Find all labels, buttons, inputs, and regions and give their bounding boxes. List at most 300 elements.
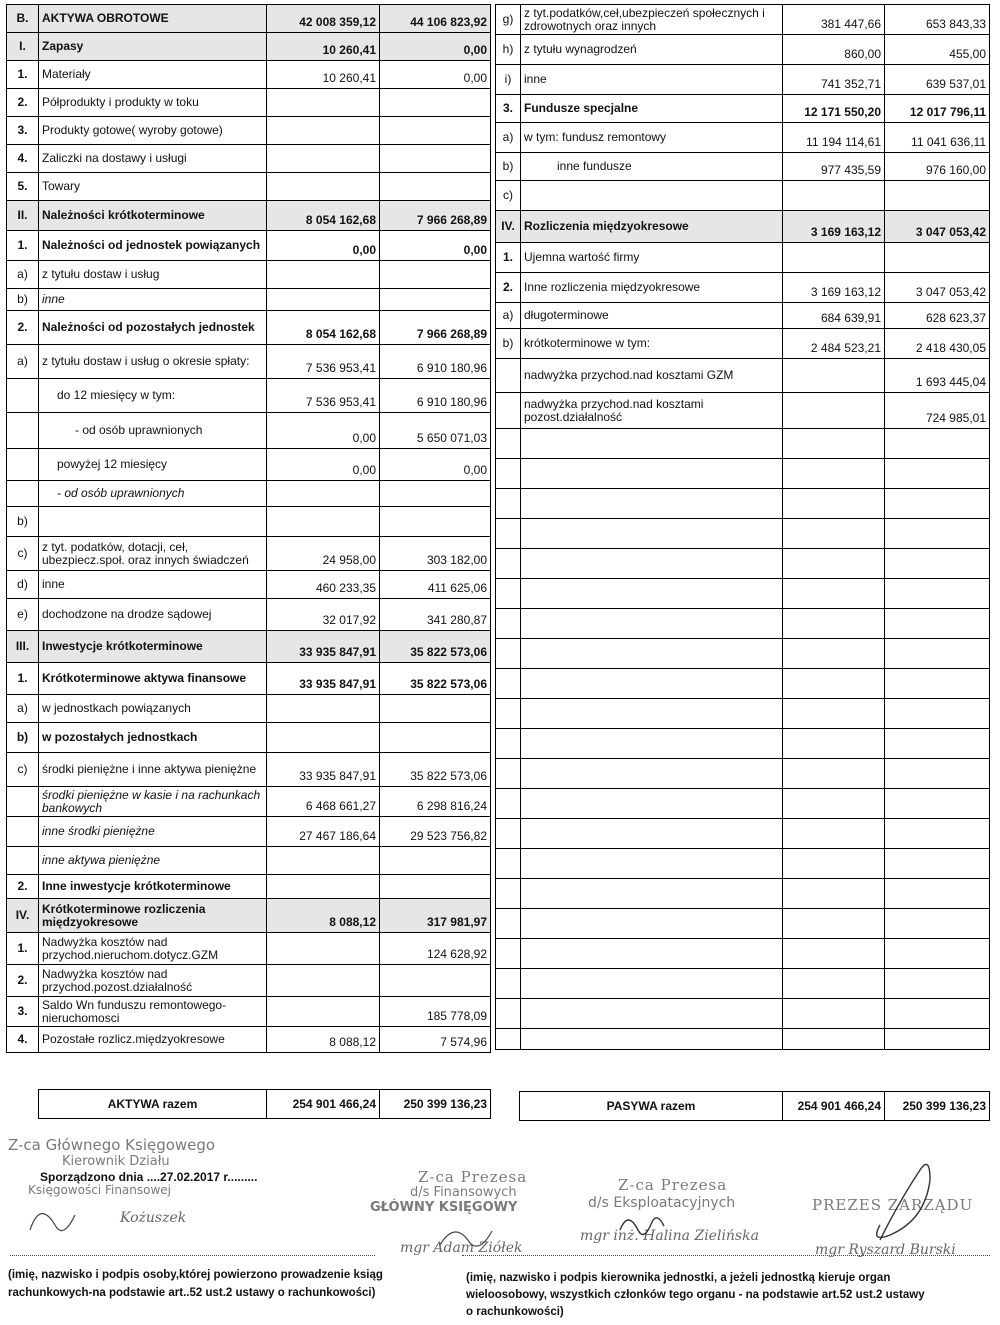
assets-row-current bbox=[267, 965, 380, 997]
liabilities-row-description bbox=[521, 459, 783, 489]
assets-row-description: Towary bbox=[39, 173, 267, 201]
assets-row-previous bbox=[380, 481, 491, 507]
liabilities-row-label bbox=[496, 969, 521, 999]
assets-row-label: e) bbox=[7, 599, 39, 631]
liabilities-row bbox=[496, 181, 990, 211]
assets-row-current bbox=[267, 997, 380, 1027]
assets-row bbox=[7, 231, 491, 261]
liabilities-row-current bbox=[783, 879, 885, 909]
assets-row-current: 24 958,00 bbox=[267, 537, 380, 571]
liabilities-row bbox=[496, 359, 990, 393]
assets-row-previous: 6 298 816,24 bbox=[380, 787, 491, 817]
liabilities-row-label bbox=[496, 909, 521, 939]
assets-row-previous: 185 778,09 bbox=[380, 997, 491, 1027]
assets-row-label: c) bbox=[7, 537, 39, 571]
assets-row bbox=[7, 481, 491, 507]
liabilities-row-label bbox=[496, 519, 521, 549]
liabilities-row-current bbox=[783, 243, 885, 273]
liabilities-row bbox=[496, 429, 990, 459]
assets-row-description: - od osób uprawnionych bbox=[39, 481, 267, 507]
liabilities-row bbox=[496, 1029, 990, 1050]
assets-row-current: 8 088,12 bbox=[267, 899, 380, 933]
assets-row-description: Zapasy bbox=[39, 33, 267, 61]
liabilities-row-description bbox=[521, 849, 783, 879]
liabilities-row-description: długoterminowe bbox=[521, 303, 783, 329]
liabilities-row bbox=[496, 519, 990, 549]
liabilities-row-current bbox=[783, 549, 885, 579]
liabilities-row-description: Fundusze specjalne bbox=[521, 95, 783, 123]
liabilities-row-current bbox=[783, 759, 885, 789]
assets-row-previous: 6 910 180,96 bbox=[380, 379, 491, 413]
liabilities-row bbox=[496, 639, 990, 669]
liabilities-row-previous bbox=[885, 429, 990, 459]
liabilities-row bbox=[496, 65, 990, 95]
assets-row-current: 32 017,92 bbox=[267, 599, 380, 631]
assets-row-label: d) bbox=[7, 571, 39, 599]
assets-row-previous bbox=[380, 89, 491, 117]
assets-row bbox=[7, 289, 491, 311]
liabilities-row-previous bbox=[885, 669, 990, 699]
assets-row-label: 3. bbox=[7, 117, 39, 145]
assets-row bbox=[7, 965, 491, 997]
assets-row bbox=[7, 117, 491, 145]
liabilities-row-description bbox=[521, 789, 783, 819]
liabilities-row bbox=[496, 699, 990, 729]
liabilities-row bbox=[496, 609, 990, 639]
assets-row bbox=[7, 261, 491, 289]
liabilities-row-previous bbox=[885, 699, 990, 729]
assets-row bbox=[7, 1027, 491, 1053]
assets-row-label: c) bbox=[7, 753, 39, 787]
liabilities-row-previous: 1 693 445,04 bbox=[885, 359, 990, 393]
liabilities-row bbox=[496, 95, 990, 123]
assets-row-previous: 5 650 071,03 bbox=[380, 413, 491, 449]
assets-row-previous: 35 822 573,06 bbox=[380, 663, 491, 695]
liabilities-row-label: 1. bbox=[496, 243, 521, 273]
liabilities-row-description bbox=[521, 609, 783, 639]
liabilities-row-previous: 3 047 053,42 bbox=[885, 273, 990, 303]
liabilities-row-previous bbox=[885, 909, 990, 939]
liabilities-row-current: 741 352,71 bbox=[783, 65, 885, 95]
assets-row-previous: 35 822 573,06 bbox=[380, 753, 491, 787]
liabilities-row-current bbox=[783, 969, 885, 999]
assets-row-label: a) bbox=[7, 261, 39, 289]
assets-row-description: w pozostałych jednostkach bbox=[39, 723, 267, 753]
liabilities-row-label bbox=[496, 1029, 521, 1050]
liabilities-row-previous bbox=[885, 639, 990, 669]
liabilities-row-previous bbox=[885, 243, 990, 273]
assets-row-description: do 12 miesięcy w tym: bbox=[39, 379, 267, 413]
assets-row bbox=[7, 537, 491, 571]
left-caption: (imię, nazwisko i podpis osoby,której powierzono prowadzenie ksiąg rachunkowych-na podstawie art..52 ust.2 ustawy o rachunkowości) bbox=[8, 1269, 383, 1299]
liabilities-row bbox=[496, 243, 990, 273]
assets-row-label: 2. bbox=[7, 311, 39, 345]
liabilities-row-label bbox=[496, 789, 521, 819]
assets-total-current: 254 901 466,24 bbox=[267, 1090, 380, 1119]
liabilities-row-previous bbox=[885, 819, 990, 849]
assets-row bbox=[7, 571, 491, 599]
liabilities-row-label: 3. bbox=[496, 95, 521, 123]
assets-row-label: 4. bbox=[7, 1027, 39, 1053]
assets-row-previous bbox=[380, 965, 491, 997]
liabilities-row bbox=[496, 669, 990, 699]
liabilities-row-description bbox=[521, 669, 783, 699]
assets-row bbox=[7, 507, 491, 537]
liabilities-row-current bbox=[783, 999, 885, 1029]
assets-row bbox=[7, 899, 491, 933]
assets-row-current: 33 935 847,91 bbox=[267, 753, 380, 787]
liabilities-row bbox=[496, 123, 990, 153]
liabilities-row-current bbox=[783, 669, 885, 699]
liabilities-row-label: IV. bbox=[496, 211, 521, 243]
assets-row-description: Nadwyżka kosztów nad przychod.nieruchom.dotycz.GZM bbox=[39, 933, 267, 965]
liabilities-row-current bbox=[783, 393, 885, 429]
assets-row-previous: 0,00 bbox=[380, 61, 491, 89]
liabilities-row-current bbox=[783, 699, 885, 729]
liabilities-row-previous bbox=[885, 1029, 990, 1050]
assets-row-current bbox=[267, 847, 380, 875]
department-head-stamp: Kierownik Działu bbox=[62, 1154, 170, 1169]
assets-row-label bbox=[7, 481, 39, 507]
liabilities-row-previous bbox=[885, 459, 990, 489]
assets-total-previous: 250 399 136,23 bbox=[380, 1090, 491, 1119]
assets-row-previous: 0,00 bbox=[380, 231, 491, 261]
liabilities-row-description: z tyt.podatków,ceł,ubezpieczeń społecznych i zdrowotnych oraz innych bbox=[521, 5, 783, 35]
liabilities-row-current bbox=[783, 359, 885, 393]
liabilities-row-previous bbox=[885, 579, 990, 609]
liabilities-row-label bbox=[496, 393, 521, 429]
assets-row bbox=[7, 631, 491, 663]
liabilities-row-current: 11 194 114,61 bbox=[783, 123, 885, 153]
liabilities-row-description bbox=[521, 759, 783, 789]
liabilities-row-current bbox=[783, 459, 885, 489]
liabilities-row-description: krótkoterminowe w tym: bbox=[521, 329, 783, 359]
liabilities-row-label: c) bbox=[496, 181, 521, 211]
assets-row-previous: 0,00 bbox=[380, 33, 491, 61]
liabilities-row-current: 3 169 163,12 bbox=[783, 273, 885, 303]
assets-row-previous bbox=[380, 507, 491, 537]
assets-row bbox=[7, 145, 491, 173]
liabilities-row bbox=[496, 35, 990, 65]
liabilities-row bbox=[496, 393, 990, 429]
liabilities-row-label bbox=[496, 729, 521, 759]
liabilities-row-previous bbox=[885, 549, 990, 579]
liabilities-row-description bbox=[521, 549, 783, 579]
assets-row-previous: 44 106 823,92 bbox=[380, 5, 491, 33]
assets-row-current: 6 468 661,27 bbox=[267, 787, 380, 817]
liabilities-row-label: 2. bbox=[496, 273, 521, 303]
assets-row-current: 0,00 bbox=[267, 231, 380, 261]
liabilities-row bbox=[496, 849, 990, 879]
liabilities-row-description: Rozliczenia międzyokresowe bbox=[521, 211, 783, 243]
liabilities-row-current bbox=[783, 429, 885, 459]
assets-row-current bbox=[267, 261, 380, 289]
assets-row-current bbox=[267, 89, 380, 117]
liabilities-row-previous bbox=[885, 729, 990, 759]
assets-total-table bbox=[38, 1089, 491, 1119]
assets-row-label bbox=[7, 449, 39, 481]
liabilities-row-label bbox=[496, 579, 521, 609]
liabilities-row-label: a) bbox=[496, 123, 521, 153]
liabilities-row-current: 684 639,91 bbox=[783, 303, 885, 329]
liabilities-row bbox=[496, 969, 990, 999]
liabilities-row-previous bbox=[885, 939, 990, 969]
assets-row-description: Inne inwestycje krótkoterminowe bbox=[39, 875, 267, 899]
liabilities-row-label bbox=[496, 489, 521, 519]
liabilities-row-label bbox=[496, 669, 521, 699]
liabilities-row-previous: 455,00 bbox=[885, 35, 990, 65]
assets-row-label: IV. bbox=[7, 899, 39, 933]
liabilities-row-previous: 653 843,33 bbox=[885, 5, 990, 35]
assets-row-previous bbox=[380, 145, 491, 173]
assets-row-description: Produkty gotowe( wyroby gotowe) bbox=[39, 117, 267, 145]
assets-row-label bbox=[7, 847, 39, 875]
liabilities-row-description: nadwyżka przychod.nad kosztami pozost.działalność bbox=[521, 393, 783, 429]
assets-row-label: 2. bbox=[7, 965, 39, 997]
assets-row-label bbox=[7, 817, 39, 847]
liabilities-total-previous: 250 399 136,23 bbox=[885, 1092, 990, 1121]
liabilities-row-label: b) bbox=[496, 329, 521, 359]
assets-row bbox=[7, 695, 491, 723]
liabilities-row-current bbox=[783, 519, 885, 549]
assets-row-previous: 7 966 268,89 bbox=[380, 201, 491, 231]
liabilities-row-current bbox=[783, 819, 885, 849]
liabilities-row bbox=[496, 759, 990, 789]
assets-row-label: II. bbox=[7, 201, 39, 231]
deputy-accountant-stamp: Z-ca Głównego Księgowego bbox=[8, 1136, 216, 1154]
assets-row-current: 7 536 953,41 bbox=[267, 345, 380, 379]
liabilities-row bbox=[496, 303, 990, 329]
handwritten-signatures bbox=[0, 1130, 1000, 1270]
assets-row-description: inne bbox=[39, 289, 267, 311]
assets-row-description: Należności od jednostek powiązanych bbox=[39, 231, 267, 261]
liabilities-row bbox=[496, 729, 990, 759]
assets-row-previous: 317 981,97 bbox=[380, 899, 491, 933]
assets-row-description: Półprodukty i produkty w toku bbox=[39, 89, 267, 117]
liabilities-row bbox=[496, 489, 990, 519]
assets-row-previous bbox=[380, 173, 491, 201]
liabilities-row-label bbox=[496, 849, 521, 879]
assets-row-description: środki pieniężne i inne aktywa pieniężne bbox=[39, 753, 267, 787]
assets-row-previous bbox=[380, 695, 491, 723]
assets-row-label: 1. bbox=[7, 61, 39, 89]
liabilities-row-description: inne bbox=[521, 65, 783, 95]
liabilities-row-label bbox=[496, 939, 521, 969]
assets-row bbox=[7, 61, 491, 89]
liabilities-row-description bbox=[521, 939, 783, 969]
assets-row-previous: 341 280,87 bbox=[380, 599, 491, 631]
liabilities-row-current: 12 171 550,20 bbox=[783, 95, 885, 123]
assets-row-previous bbox=[380, 847, 491, 875]
liabilities-row-current: 860,00 bbox=[783, 35, 885, 65]
assets-row-description: z tytułu dostaw i usług o okresie spłaty: bbox=[39, 345, 267, 379]
liabilities-row-label bbox=[496, 549, 521, 579]
liabilities-row-previous: 3 047 053,42 bbox=[885, 211, 990, 243]
assets-row bbox=[7, 663, 491, 695]
liabilities-row-previous bbox=[885, 969, 990, 999]
liabilities-row-previous: 976 160,00 bbox=[885, 153, 990, 181]
liabilities-row bbox=[496, 939, 990, 969]
assets-row-previous: 411 625,06 bbox=[380, 571, 491, 599]
assets-row-previous: 124 628,92 bbox=[380, 933, 491, 965]
liabilities-row-label: h) bbox=[496, 35, 521, 65]
assets-row bbox=[7, 449, 491, 481]
assets-row bbox=[7, 847, 491, 875]
prepared-date: ....27.02.2017 r......... bbox=[146, 1170, 258, 1184]
liabilities-row-current: 2 484 523,21 bbox=[783, 329, 885, 359]
liabilities-row-description bbox=[521, 639, 783, 669]
assets-row-previous: 0,00 bbox=[380, 449, 491, 481]
liabilities-row-description: Ujemna wartość firmy bbox=[521, 243, 783, 273]
assets-row-description: inne bbox=[39, 571, 267, 599]
liabilities-row-previous bbox=[885, 609, 990, 639]
liabilities-row-description bbox=[521, 181, 783, 211]
liabilities-row-current bbox=[783, 939, 885, 969]
liabilities-row-current bbox=[783, 639, 885, 669]
assets-row-previous: 35 822 573,06 bbox=[380, 631, 491, 663]
liabilities-row-previous: 628 623,37 bbox=[885, 303, 990, 329]
liabilities-row-label bbox=[496, 699, 521, 729]
assets-row-label bbox=[7, 413, 39, 449]
assets-row-previous bbox=[380, 289, 491, 311]
liabilities-row-label: i) bbox=[496, 65, 521, 95]
assets-row-current bbox=[267, 117, 380, 145]
assets-row-description: dochodzone na drodze sądowej bbox=[39, 599, 267, 631]
liabilities-row bbox=[496, 879, 990, 909]
assets-row bbox=[7, 173, 491, 201]
assets-row-current bbox=[267, 481, 380, 507]
liabilities-row bbox=[496, 819, 990, 849]
assets-row-current: 0,00 bbox=[267, 413, 380, 449]
left-signature-line bbox=[10, 1255, 375, 1256]
liabilities-row-description: inne fundusze bbox=[521, 153, 783, 181]
right-signature-line bbox=[462, 1255, 990, 1256]
liabilities-row-previous bbox=[885, 489, 990, 519]
liabilities-row-current bbox=[783, 789, 885, 819]
liabilities-row bbox=[496, 549, 990, 579]
assets-row bbox=[7, 723, 491, 753]
assets-row-label: b) bbox=[7, 289, 39, 311]
liabilities-row-label bbox=[496, 879, 521, 909]
assets-row bbox=[7, 5, 491, 33]
assets-row bbox=[7, 345, 491, 379]
assets-row bbox=[7, 89, 491, 117]
prepared-label: Sporządzono dnia bbox=[40, 1170, 144, 1184]
assets-row-current: 10 260,41 bbox=[267, 33, 380, 61]
assets-row-current: 33 935 847,91 bbox=[267, 663, 380, 695]
liabilities-row-label bbox=[496, 759, 521, 789]
liabilities-row bbox=[496, 789, 990, 819]
liabilities-row bbox=[496, 459, 990, 489]
assets-row bbox=[7, 599, 491, 631]
assets-row-label: I. bbox=[7, 33, 39, 61]
assets-row-previous: 29 523 756,82 bbox=[380, 817, 491, 847]
liabilities-row bbox=[496, 329, 990, 359]
assets-row-current: 8 088,12 bbox=[267, 1027, 380, 1053]
assets-row-current: 8 054 162,68 bbox=[267, 311, 380, 345]
liabilities-table bbox=[495, 4, 990, 1050]
assets-row-description bbox=[39, 507, 267, 537]
liabilities-row-previous: 11 041 636,11 bbox=[885, 123, 990, 153]
liabilities-row bbox=[496, 211, 990, 243]
stamp3-name: mgr Ryszard Burski bbox=[815, 1242, 956, 1258]
assets-row-description: AKTYWA OBROTOWE bbox=[39, 5, 267, 33]
assets-row-description: Należności krótkoterminowe bbox=[39, 201, 267, 231]
assets-row-current bbox=[267, 933, 380, 965]
liabilities-total-row bbox=[520, 1092, 990, 1121]
stamp2-title: Z-ca Prezesa bbox=[618, 1176, 728, 1194]
liabilities-total-current: 254 901 466,24 bbox=[783, 1092, 885, 1121]
assets-row-current: 0,00 bbox=[267, 449, 380, 481]
liabilities-row-current bbox=[783, 579, 885, 609]
assets-row bbox=[7, 33, 491, 61]
assets-row-description: Inwestycje krótkoterminowe bbox=[39, 631, 267, 663]
assets-row-current bbox=[267, 723, 380, 753]
liabilities-row-label bbox=[496, 359, 521, 393]
liabilities-row-description bbox=[521, 519, 783, 549]
liabilities-total-table bbox=[519, 1091, 990, 1121]
left-signer-name: Kożuszek bbox=[120, 1210, 187, 1226]
assets-row-current: 7 536 953,41 bbox=[267, 379, 380, 413]
assets-row-label: 2. bbox=[7, 875, 39, 899]
liabilities-row-previous: 639 537,01 bbox=[885, 65, 990, 95]
liabilities-row-description bbox=[521, 879, 783, 909]
assets-row-current: 460 233,35 bbox=[267, 571, 380, 599]
assets-row-label: b) bbox=[7, 723, 39, 753]
assets-row-description: inne środki pieniężne bbox=[39, 817, 267, 847]
assets-row-previous: 7 574,96 bbox=[380, 1027, 491, 1053]
assets-row-label: a) bbox=[7, 345, 39, 379]
liabilities-row-current: 3 169 163,12 bbox=[783, 211, 885, 243]
assets-row-label: b) bbox=[7, 507, 39, 537]
assets-row-label bbox=[7, 379, 39, 413]
assets-row bbox=[7, 379, 491, 413]
liabilities-row-previous bbox=[885, 789, 990, 819]
assets-row-description: środki pieniężne w kasie i na rachunkach bankowych bbox=[39, 787, 267, 817]
assets-row-label: 4. bbox=[7, 145, 39, 173]
assets-row bbox=[7, 201, 491, 231]
assets-row-current bbox=[267, 695, 380, 723]
liabilities-row-previous: 12 017 796,11 bbox=[885, 95, 990, 123]
liabilities-row-description bbox=[521, 429, 783, 459]
assets-row-description: Materiały bbox=[39, 61, 267, 89]
assets-row-current bbox=[267, 145, 380, 173]
assets-row-label: 5. bbox=[7, 173, 39, 201]
assets-row-description: Saldo Wn funduszu remontowego-nieruchomosci bbox=[39, 997, 267, 1027]
liabilities-row-description bbox=[521, 729, 783, 759]
liabilities-row bbox=[496, 999, 990, 1029]
assets-row-description: Krótkoterminowe aktywa finansowe bbox=[39, 663, 267, 695]
liabilities-row-label: a) bbox=[496, 303, 521, 329]
liabilities-row-current bbox=[783, 181, 885, 211]
assets-row-previous bbox=[380, 723, 491, 753]
assets-row-description: z tytułu dostaw i usług bbox=[39, 261, 267, 289]
stamp1-sub: d/s Finansowych bbox=[410, 1185, 517, 1200]
liabilities-row-previous bbox=[885, 999, 990, 1029]
assets-row bbox=[7, 933, 491, 965]
liabilities-row bbox=[496, 579, 990, 609]
assets-row bbox=[7, 787, 491, 817]
liabilities-row-description bbox=[521, 489, 783, 519]
assets-row-current bbox=[267, 173, 380, 201]
liabilities-row-description bbox=[521, 699, 783, 729]
liabilities-row-current bbox=[783, 609, 885, 639]
assets-row-previous bbox=[380, 875, 491, 899]
assets-row bbox=[7, 875, 491, 899]
liabilities-total-label: PASYWA razem bbox=[520, 1092, 783, 1121]
liabilities-row-current bbox=[783, 909, 885, 939]
liabilities-row bbox=[496, 909, 990, 939]
